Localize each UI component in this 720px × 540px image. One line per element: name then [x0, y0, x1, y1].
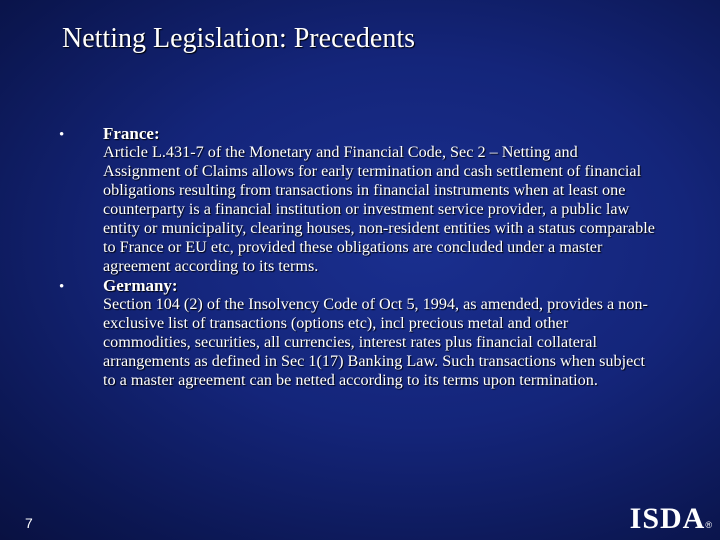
isda-logo-text: ISDA: [629, 502, 706, 535]
bullet-item-france: [56, 124, 656, 276]
bullet-icon: •: [59, 127, 65, 143]
slide-title: Netting Legislation: Precedents: [62, 23, 416, 54]
bullet-item-germany: [56, 276, 656, 390]
bullet-list: [56, 124, 656, 390]
registered-mark-icon: ®: [705, 520, 712, 530]
page-number: 7: [25, 515, 33, 531]
bullet-body-germany: Section 104 (2) of the Insolvency Code of Oct 5, 1994, as amended, provides a non-exclusive list of transactions (options etc), incl precious metal and other commodities, securities, all currencies, interest rates plus financial collateral arrangements as defined in Sec 1(17) Banking Law. Such transactions when subject to a master agreement can be netted according to its terms upon termination.: [103, 295, 648, 389]
bullet-heading-germany: Germany:: [103, 276, 178, 295]
bullet-heading-france: France:: [103, 124, 160, 143]
isda-logo: [630, 502, 712, 536]
bullet-body-france: Article L.431-7 of the Monetary and Financial Code, Sec 2 – Netting and Assignment of Claims allows for early termination and cash settlement of financial obligations resulting from transactions in financial instruments when at least one counterparty is a financial institution or investment service provider, a public law entity or municipality, clearing houses, non-resident entities with a status comparable to France or EU etc, provided these obligations are concluded under a master agreement according to its terms.: [103, 143, 655, 275]
bullet-icon: •: [59, 279, 65, 295]
